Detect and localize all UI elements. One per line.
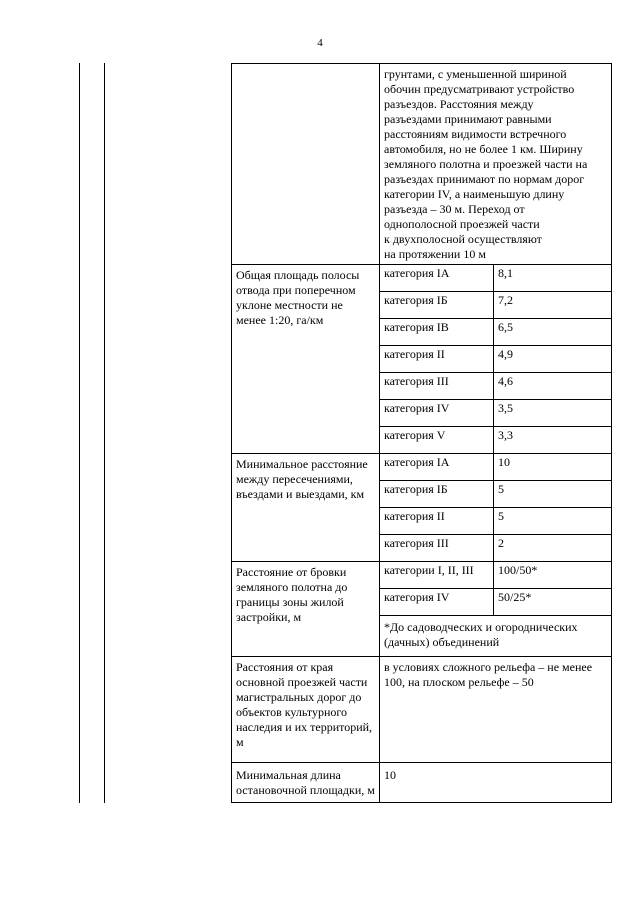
category-cell: категория IВ [380, 319, 494, 346]
text-line: разъездов. Расстояния между [384, 97, 534, 111]
text-line: обочин предусматривают устройство [384, 82, 575, 96]
table-row [232, 657, 612, 763]
stop-label: Минимальная длина остановочной площадки, м [232, 763, 380, 803]
table-row [232, 562, 612, 589]
table-row [232, 265, 612, 292]
value-cell: 8,1 [494, 265, 612, 292]
text-line: разъезда – 30 м. Переход от [384, 202, 525, 216]
category-cell: категория IV [380, 589, 494, 616]
text-line: однополосной проезжей части [384, 217, 540, 231]
passing-places-text [380, 64, 612, 265]
category-cell: категории I, II, III [380, 562, 494, 589]
value-cell: 3,5 [494, 400, 612, 427]
stop-value: 10 [380, 763, 612, 803]
value-cell: 2 [494, 535, 612, 562]
value-cell: 3,3 [494, 427, 612, 454]
category-cell: категория V [380, 427, 494, 454]
residential-label: Расстояние от бровки земляного полотна до границы зоны жилой застройки, м [232, 562, 380, 657]
value-cell: 100/50* [494, 562, 612, 589]
residential-note: *До садоводческих и огороднических (дачных) объединений [380, 616, 612, 657]
page-number: 4 [317, 37, 323, 49]
category-cell: категория IБ [380, 481, 494, 508]
text-line: автомобиля, но не более 1 км. Ширину [384, 142, 583, 156]
intersections-label: Минимальное расстояние между пересечениями, въездами и выездами, км [232, 454, 380, 562]
value-cell: 7,2 [494, 292, 612, 319]
text-line: грунтами, с уменьшенной шириной [384, 67, 567, 81]
area-label: Общая площадь полосы отвода при поперечном уклоне местности не менее 1:20, га/км [232, 265, 380, 454]
category-cell: категория IV [380, 400, 494, 427]
category-cell: категория III [380, 373, 494, 400]
text-line: на протяжении 10 м [384, 247, 486, 261]
text-line: категории IV, а наименьшую длину [384, 187, 565, 201]
value-cell: 5 [494, 508, 612, 535]
heritage-label: Расстояния от края основной проезжей части магистральных дорог до объектов культурного наследия и их территорий, м [232, 657, 380, 763]
text-line: к двухполосной осуществляют [384, 232, 542, 246]
category-cell: категория II [380, 346, 494, 373]
table-row [232, 763, 612, 803]
category-cell: категория II [380, 508, 494, 535]
value-cell: 5 [494, 481, 612, 508]
text-line: земляного полотна и проезжей части на [384, 157, 588, 171]
table-row [232, 454, 612, 481]
empty-cell [232, 64, 380, 265]
norms-table [231, 63, 612, 803]
value-cell: 10 [494, 454, 612, 481]
table-row-passing-places [232, 64, 612, 265]
category-cell: категория IA [380, 265, 494, 292]
category-cell: категория III [380, 535, 494, 562]
value-cell: 4,9 [494, 346, 612, 373]
text-line: расстояниям видимости встречного [384, 127, 567, 141]
value-cell: 50/25* [494, 589, 612, 616]
table-border-col2 [104, 63, 105, 803]
text-line: разъездами принимают равными [384, 112, 552, 126]
heritage-value: в условиях сложного рельефа – не менее 100, на плоском рельефе – 50 [380, 657, 612, 763]
text-line: разъездах принимают по нормам дорог [384, 172, 585, 186]
category-cell: категория IБ [380, 292, 494, 319]
category-cell: категория IA [380, 454, 494, 481]
table-border-left [79, 63, 80, 803]
value-cell: 4,6 [494, 373, 612, 400]
value-cell: 6,5 [494, 319, 612, 346]
